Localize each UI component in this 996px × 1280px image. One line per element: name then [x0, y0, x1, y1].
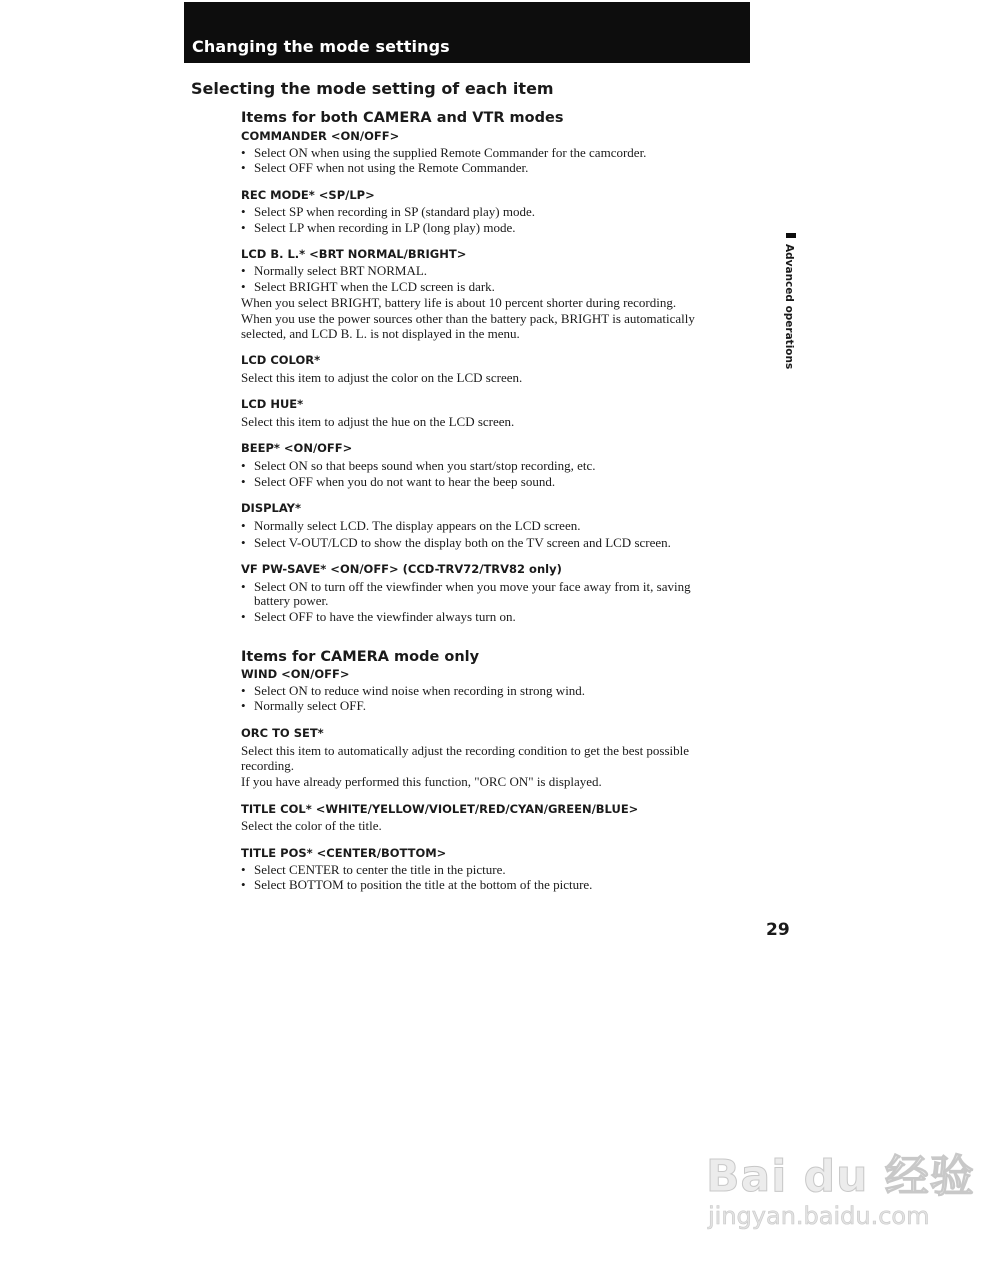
- side-tab-marker: [786, 233, 796, 238]
- item-head-display: DISPLAY*: [241, 501, 302, 515]
- item-head-title-pos: TITLE POS* <CENTER/BOTTOM>: [241, 846, 447, 860]
- item-line: Select this item to adjust the color on the LCD screen.: [241, 370, 523, 385]
- item-head-vf-pw-save: VF PW-SAVE* <ON/OFF> (CCD-TRV72/TRV82 only): [241, 562, 562, 576]
- section-title: Selecting the mode setting of each item: [191, 79, 554, 98]
- item-line: • Select SP when recording in SP (standard play) mode.: [241, 204, 535, 220]
- watermark-main: Bai du 经验: [706, 1151, 975, 1202]
- item-line: • Select LP when recording in LP (long play) mode.: [241, 220, 516, 236]
- item-line: When you use the power sources other than the battery pack, BRIGHT is automatically: [241, 311, 695, 326]
- page-number: 29: [766, 920, 790, 940]
- watermark-sub: jingyan.baidu.com: [708, 1202, 930, 1230]
- item-head-lcd-bl: LCD B. L.* <BRT NORMAL/BRIGHT>: [241, 247, 467, 261]
- group-title-both-modes: Items for both CAMERA and VTR modes: [241, 110, 564, 126]
- item-head-lcd-hue: LCD HUE*: [241, 397, 304, 411]
- side-label: Advanced operations: [783, 244, 795, 370]
- item-line: • Select CENTER to center the title in the picture.: [241, 862, 506, 878]
- group-title-camera-only: Items for CAMERA mode only: [241, 649, 480, 665]
- item-line: • Select V-OUT/LCD to show the display both on the TV screen and LCD screen.: [241, 535, 671, 551]
- item-line: Select this item to adjust the hue on the LCD screen.: [241, 414, 515, 429]
- item-line: • Normally select OFF.: [241, 698, 366, 714]
- item-head-wind: WIND <ON/OFF>: [241, 667, 350, 681]
- item-head-orc: ORC TO SET*: [241, 726, 324, 740]
- item-head-beep: BEEP* <ON/OFF>: [241, 441, 353, 455]
- item-head-lcd-color: LCD COLOR*: [241, 353, 321, 367]
- item-line: When you select BRIGHT, battery life is about 10 percent shorter during recording.: [241, 295, 677, 310]
- item-line: • Select ON when using the supplied Remote Commander for the camcorder.: [241, 145, 646, 161]
- item-line: • Select BOTTOM to position the title at the bottom of the picture.: [241, 877, 592, 893]
- item-line: Select this item to automatically adjust the recording condition to get the best possible: [241, 743, 690, 758]
- item-line: • Select OFF when you do not want to hear the beep sound.: [241, 474, 555, 490]
- item-line: • Normally select BRT NORMAL.: [241, 263, 427, 279]
- item-head-title-col: TITLE COL* <WHITE/YELLOW/VIOLET/RED/CYAN/GREEN/BLUE>: [241, 802, 639, 816]
- watermark-logo: [706, 1140, 975, 1250]
- item-line: • Select ON to reduce wind noise when recording in strong wind.: [241, 683, 585, 699]
- item-line: Select the color of the title.: [241, 818, 382, 833]
- item-line: • Select OFF when not using the Remote Commander.: [241, 160, 528, 176]
- item-line: • Select ON to turn off the viewfinder when you move your face away from it, saving: [241, 579, 691, 595]
- item-head-commander: COMMANDER <ON/OFF>: [241, 129, 400, 143]
- item-line: • Select BRIGHT when the LCD screen is dark.: [241, 279, 495, 295]
- item-line: • Normally select LCD. The display appears on the LCD screen.: [241, 518, 580, 534]
- item-line: battery power.: [254, 593, 329, 608]
- item-line: • Select ON so that beeps sound when you start/stop recording, etc.: [241, 458, 596, 474]
- item-line: • Select OFF to have the viewfinder always turn on.: [241, 609, 516, 625]
- header-bar: [184, 2, 750, 63]
- item-line: selected, and LCD B. L. is not displayed in the menu.: [241, 326, 520, 341]
- item-line: If you have already performed this function, "ORC ON" is displayed.: [241, 774, 602, 789]
- header-title: Changing the mode settings: [192, 37, 450, 56]
- item-head-rec-mode: REC MODE* <SP/LP>: [241, 188, 375, 202]
- item-line: recording.: [241, 758, 295, 773]
